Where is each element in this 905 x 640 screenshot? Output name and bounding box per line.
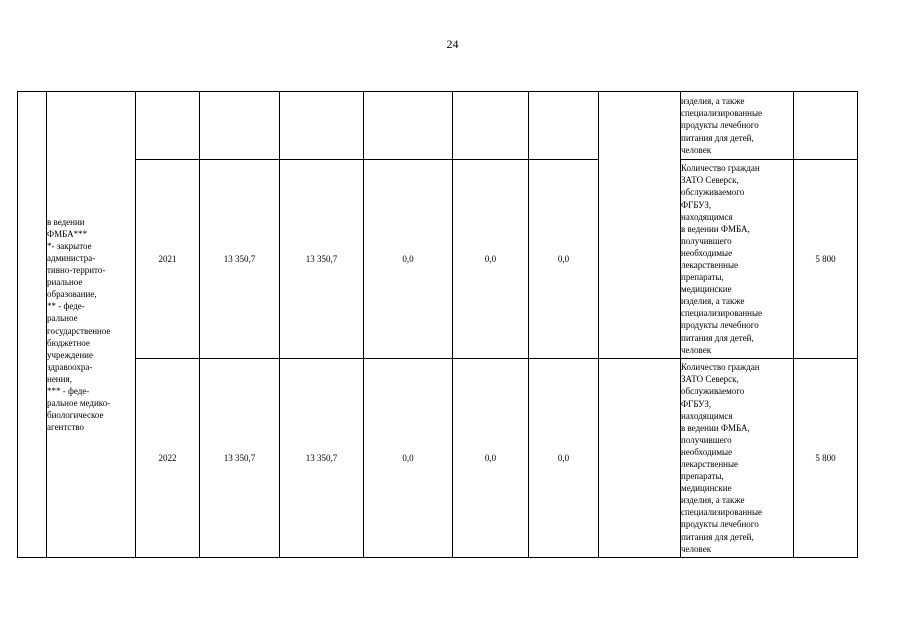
footnote-line: ФМБА*** bbox=[47, 228, 88, 239]
indicator-line: получившего bbox=[681, 235, 732, 246]
indicator-line: получившего bbox=[681, 434, 732, 445]
total-cell bbox=[200, 92, 280, 160]
footnote-line: биологическое bbox=[47, 410, 104, 421]
footnote-line: *- закрытое bbox=[47, 240, 92, 251]
regional-budget-cell bbox=[453, 92, 529, 160]
federal-budget-cell bbox=[364, 92, 453, 160]
page-number: 24 bbox=[446, 37, 459, 51]
indicator-line: медицинские bbox=[681, 483, 732, 494]
indicator-line: в ведении ФМБА, bbox=[681, 422, 750, 433]
indicator-line: продукты лечебного bbox=[681, 320, 759, 331]
indicator-line: медицинские bbox=[681, 284, 732, 295]
indicator-line: человек bbox=[681, 344, 712, 355]
indicator-line: обслуживаемого bbox=[681, 187, 745, 198]
empty-cell bbox=[18, 92, 47, 558]
indicator-line: Количество граждан bbox=[681, 163, 760, 174]
footnote-line: *** - феде- bbox=[47, 385, 90, 396]
table-row bbox=[18, 359, 858, 558]
total-cell: 13 350,7 bbox=[200, 359, 280, 558]
year-cell bbox=[136, 92, 200, 160]
indicator-line: изделия, а также bbox=[681, 296, 745, 307]
indicator-line: препараты, bbox=[681, 272, 724, 283]
other-sources-cell: 0,0 bbox=[529, 359, 599, 558]
indicator-line: обслуживаемого bbox=[681, 386, 745, 397]
indicator-line: в ведении ФМБА, bbox=[681, 223, 750, 234]
indicator-line: лекарственные bbox=[681, 260, 739, 270]
indicator-line: необходимые bbox=[681, 446, 733, 457]
footnote-line: бюджетное bbox=[47, 337, 90, 348]
local-budget-cell: 13 350,7 bbox=[280, 160, 364, 359]
total-cell: 13 350,7 bbox=[200, 160, 280, 359]
indicator-line: ФГБУЗ, bbox=[681, 199, 712, 210]
indicator-line: необходимые bbox=[681, 247, 733, 258]
local-budget-cell: 13 350,7 bbox=[280, 359, 364, 558]
other-sources-cell: 0,0 bbox=[529, 160, 599, 359]
regional-budget-cell: 0,0 bbox=[453, 160, 529, 359]
footnote-line: учреждение bbox=[47, 349, 93, 360]
indicator-line: находящимся bbox=[681, 211, 733, 222]
indicator-line: ЗАТО Северск, bbox=[681, 374, 739, 385]
indicator-line: изделия, а также bbox=[681, 495, 745, 506]
indicator-line: продукты лечебного bbox=[681, 120, 759, 131]
indicator-line: питания для детей, bbox=[681, 531, 754, 542]
footnote-line: агентство bbox=[47, 422, 85, 433]
empty-cell bbox=[599, 92, 681, 359]
indicator-value-cell: 5 800 bbox=[794, 160, 858, 359]
footnote-line: риальное bbox=[47, 277, 83, 288]
indicator-line: находящимся bbox=[681, 410, 733, 421]
local-budget-cell bbox=[280, 92, 364, 160]
indicator-line: специализированные bbox=[681, 507, 762, 518]
year-cell: 2022 bbox=[136, 359, 200, 558]
federal-budget-cell: 0,0 bbox=[364, 359, 453, 558]
table-row bbox=[18, 160, 858, 359]
indicator-line: специализированные bbox=[681, 108, 762, 119]
footnote-line: ** - феде- bbox=[47, 301, 85, 312]
indicator-line: лекарственные bbox=[681, 459, 739, 469]
footnote-line: тивно-террито- bbox=[47, 265, 106, 276]
indicator-cell bbox=[681, 92, 794, 160]
footnote-line: здравоохра- bbox=[47, 361, 93, 372]
indicator-line: ФГБУЗ, bbox=[681, 398, 712, 409]
indicator-line: изделия, а также bbox=[681, 96, 745, 107]
indicator-line: человек bbox=[681, 144, 712, 155]
indicator-line: ЗАТО Северск, bbox=[681, 175, 739, 186]
footnote-cell bbox=[47, 92, 136, 558]
indicator-cell bbox=[681, 359, 794, 558]
indicator-cell bbox=[681, 160, 794, 359]
year-cell: 2021 bbox=[136, 160, 200, 359]
indicator-line: Количество граждан bbox=[681, 362, 760, 373]
indicator-line: специализированные bbox=[681, 308, 762, 319]
regional-budget-cell: 0,0 bbox=[453, 359, 529, 558]
footnote-line: ральное bbox=[47, 313, 78, 324]
indicator-value-cell: 5 800 bbox=[794, 359, 858, 558]
federal-budget-cell: 0,0 bbox=[364, 160, 453, 359]
empty-cell bbox=[599, 359, 681, 558]
footnote-line: нения, bbox=[47, 373, 72, 384]
indicator-line: препараты, bbox=[681, 471, 724, 482]
indicator-line: питания для детей, bbox=[681, 332, 754, 343]
footnote-line: образование, bbox=[47, 289, 97, 300]
footnote-line: государственное bbox=[47, 325, 111, 336]
footnote-line: ральное медико- bbox=[47, 398, 111, 409]
indicator-line: питания для детей, bbox=[681, 132, 754, 143]
table-row bbox=[18, 92, 858, 160]
program-funding-table bbox=[17, 91, 858, 558]
indicator-value-cell bbox=[794, 92, 858, 160]
footnote-line: администра- bbox=[47, 252, 96, 263]
footnote-line: в ведении bbox=[47, 216, 85, 227]
other-sources-cell bbox=[529, 92, 599, 160]
indicator-line: продукты лечебного bbox=[681, 519, 759, 530]
indicator-line: человек bbox=[681, 543, 712, 554]
